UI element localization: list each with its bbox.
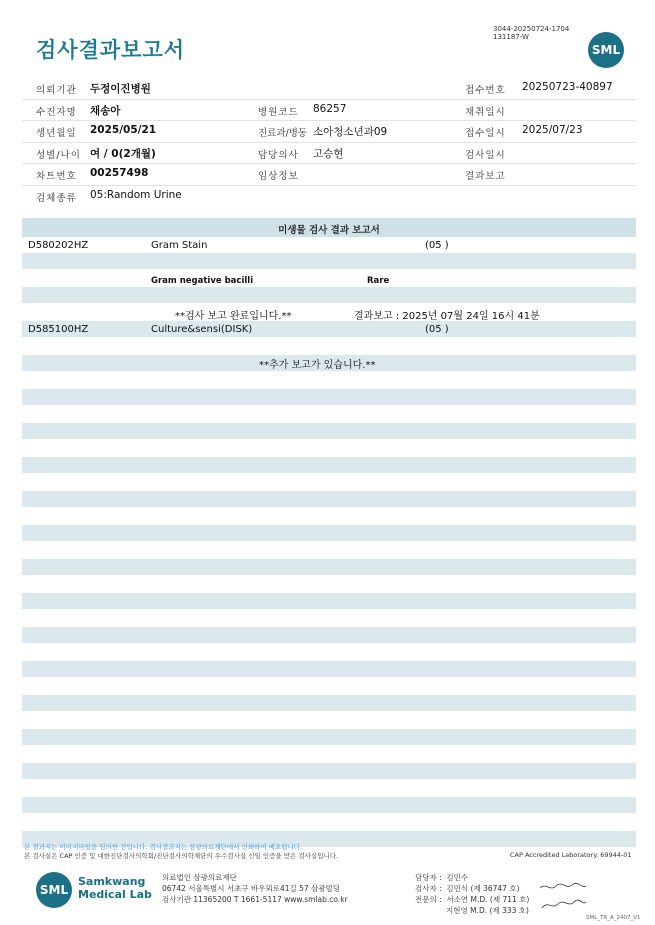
doctor-label: 담당의사	[258, 149, 299, 161]
footer-warning: 본 결과지는 이미지파일을 임의한 검입니다. 검사결과지는 삼광의료재단에서 인쇄하여 배포됩니다.	[24, 843, 303, 851]
info-row	[22, 100, 636, 122]
org-contact: 검사기관 11365200 T 1661-5117 www.smlab.co.kr	[162, 895, 348, 904]
org-name: 의료법인 삼광의료재단	[162, 873, 237, 882]
birth-label: 생년월일	[36, 128, 77, 139]
test2-value: (05 )	[425, 324, 449, 335]
chart-label: 차트번호	[36, 171, 77, 182]
sex-age-value: 여 / 0(2개월)	[90, 147, 156, 160]
patient-label: 수진자명	[36, 106, 77, 118]
row-band	[22, 763, 636, 779]
hospital-code-label: 병원코드	[258, 106, 299, 118]
staff-examiner: 검사자 : 김민식 (제 36747 호)	[415, 884, 520, 893]
footer-logo-line1: Samkwang	[78, 875, 146, 888]
test1-name: Gram Stain	[151, 240, 208, 251]
row-band	[22, 627, 636, 643]
staff-specialist-2: 지현영 M.D. (제 333 호)	[415, 906, 529, 915]
results-section-title: 미생물 검사 결과 보고서	[278, 225, 380, 236]
info-row	[22, 143, 636, 165]
cap-accreditation: CAP Accredited Laboratory. 69944-01	[510, 851, 632, 859]
dept-value: 소아청소년과09	[313, 126, 388, 138]
birth-value: 2025/05/21	[90, 124, 157, 136]
row-band	[22, 559, 636, 575]
result-report-label: 결과보고	[465, 171, 506, 182]
info-row	[22, 164, 636, 186]
footer-logo-text	[78, 875, 152, 901]
receipt-date-label: 접수일시	[465, 128, 506, 139]
form-code: SML_TR_A_2407_V1	[586, 915, 641, 921]
test1-code: D580202HZ	[28, 240, 89, 251]
info-row	[22, 78, 636, 100]
info-row	[22, 121, 636, 143]
hospital-code-value: 86257	[313, 102, 347, 115]
test1-value: (05 )	[425, 240, 449, 251]
patient-value: 채송아	[90, 104, 121, 117]
chart-value: 00257498	[90, 167, 149, 179]
specimen-value: 05:Random Urine	[90, 188, 182, 201]
requester-value: 두정이진병원	[90, 83, 151, 95]
finding-name: Gram negative bacilli	[151, 276, 254, 286]
footer-logo-line2: Medical Lab	[78, 888, 152, 901]
report-time: 결과보고 : 2025년 07월 24일 16시 41분	[354, 311, 540, 322]
collect-date-label: 채취일시	[465, 106, 506, 118]
footer-certification: 본 검사실은 CAP 인증 및 대한진단검사의학회/진단검사의학재단의 우수검사실 신임 인증을 받은 검사실입니다.	[24, 852, 339, 860]
staff-specialist-1: 전문의 : 서소연 M.D. (제 711 호)	[415, 895, 530, 904]
patient-info-table	[22, 78, 636, 206]
document-id-line1: 3044-20250724-1704	[493, 25, 570, 33]
staff-manager: 담당자 : 김민수	[415, 873, 469, 882]
org-address: 06742 서울특별시 서초구 바우뫼로41길 57 삼광빌딩	[162, 884, 341, 893]
page-title: 검사결과보고서	[36, 38, 186, 62]
row-band	[22, 457, 636, 473]
receipt-date-value: 2025/07/23	[522, 124, 583, 136]
exam-date-label: 검사일시	[465, 149, 506, 161]
clinical-label: 임상정보	[258, 171, 299, 182]
row-band	[22, 287, 636, 303]
results-header	[22, 218, 636, 237]
info-row	[22, 186, 636, 207]
row-band	[22, 423, 636, 439]
sex-age-label: 성별/나이	[36, 149, 81, 161]
document-id-line2: 131187-W	[493, 33, 529, 41]
row-band	[22, 525, 636, 541]
doctor-value: 고승현	[313, 147, 344, 160]
row-band	[22, 797, 636, 813]
more-message: **추가 보고가 있습니다.**	[259, 360, 376, 371]
dept-label: 진료과/병동	[258, 128, 308, 139]
row-band	[22, 253, 636, 269]
requester-label: 의뢰기관	[36, 85, 77, 96]
row-band	[22, 593, 636, 609]
row-band	[22, 695, 636, 711]
receipt-no-label: 접수번호	[465, 85, 506, 96]
test2-code: D585100HZ	[28, 324, 89, 335]
complete-message: **검사 보고 완료입니다.**	[175, 311, 292, 322]
row-band	[22, 321, 636, 337]
row-band	[22, 661, 636, 677]
sml-logo-icon: SML	[588, 32, 624, 68]
document-id	[493, 25, 569, 41]
sml-footer-logo-icon: SML	[36, 872, 72, 908]
finding-value: Rare	[367, 276, 390, 286]
row-band	[22, 729, 636, 745]
receipt-no-value: 20250723-40897	[522, 81, 613, 93]
test2-name: Culture&sensi(DISK)	[151, 324, 253, 335]
specimen-label: 검체종류	[36, 192, 77, 204]
row-band	[22, 491, 636, 507]
row-band	[22, 389, 636, 405]
signature-icon	[538, 880, 588, 914]
